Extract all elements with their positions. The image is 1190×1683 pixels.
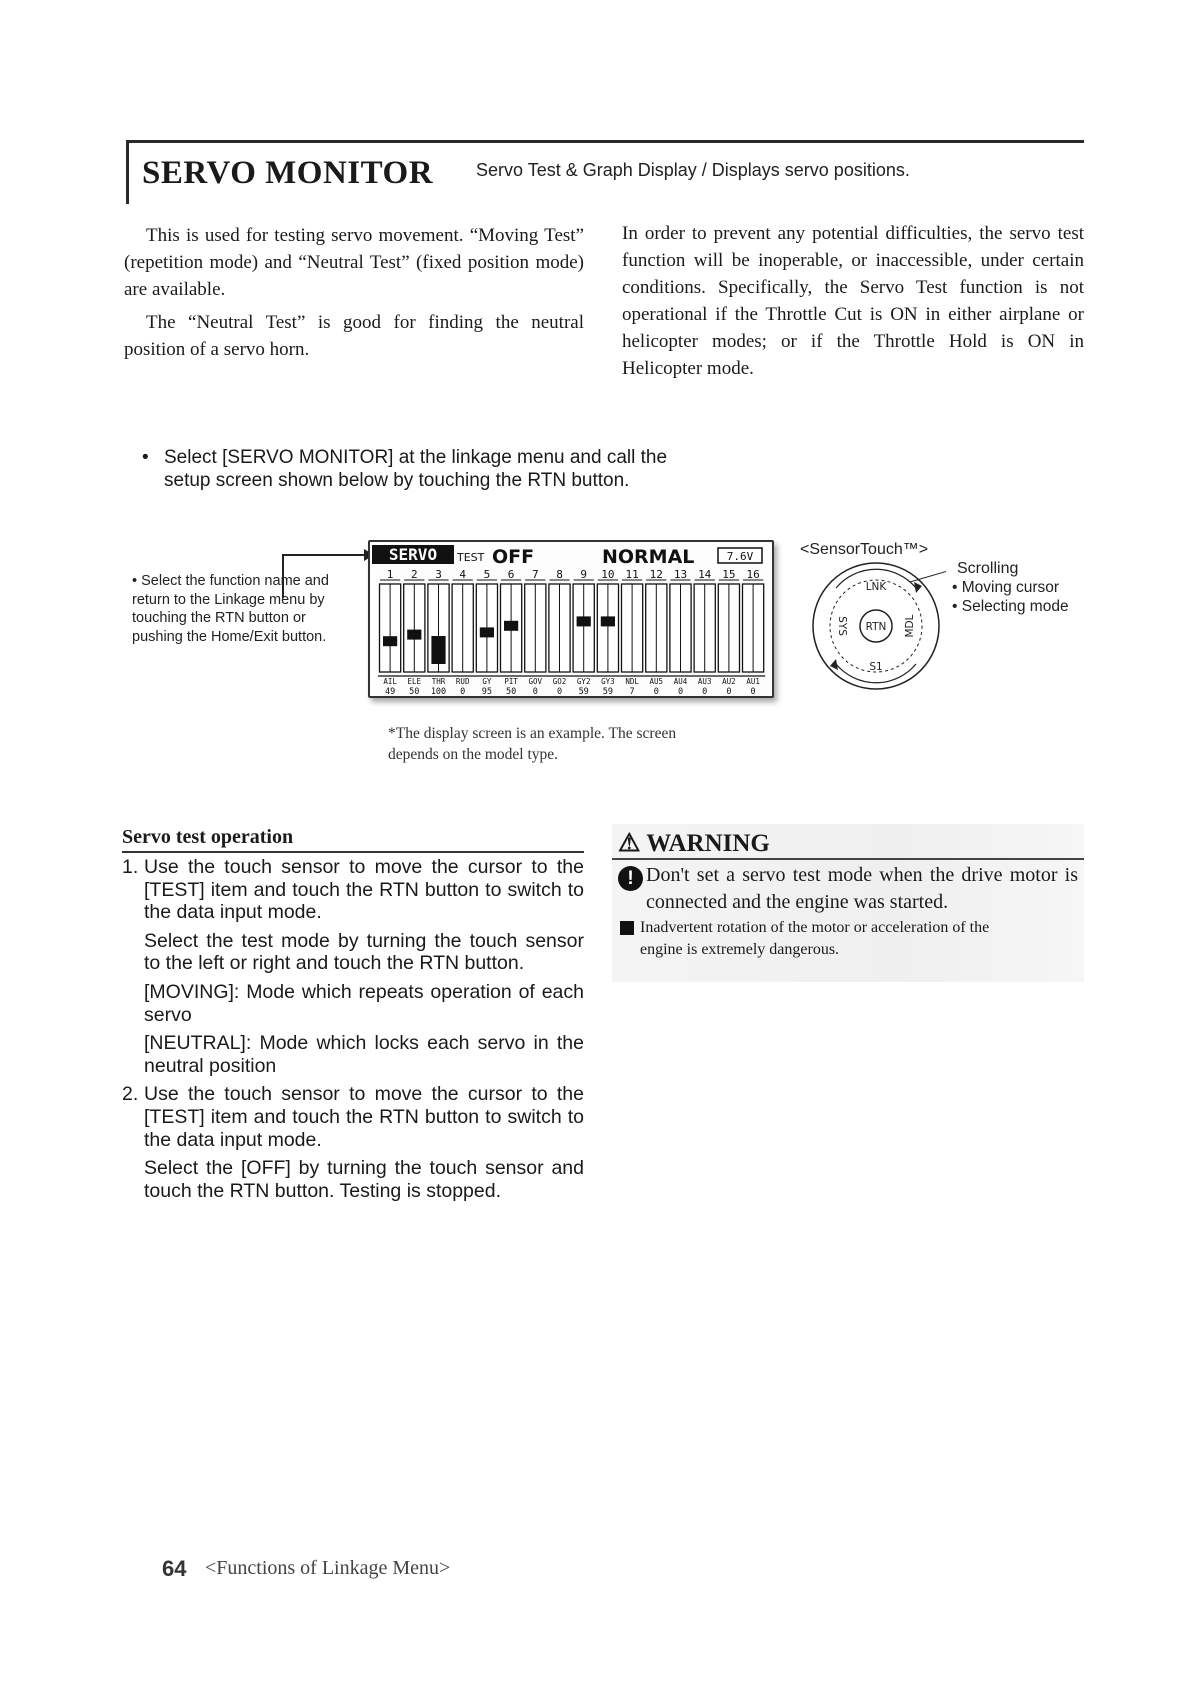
- warning-main-text: Don't set a servo test mode when the drive motor is connected and the engine was started.: [646, 864, 1078, 913]
- lcd-channel-label: AU3: [697, 677, 712, 686]
- lcd-graph: [370, 542, 772, 696]
- function-name-callout: [132, 572, 344, 646]
- lcd-servo-position-marker: [577, 616, 591, 626]
- lcd-servo-position-marker: [407, 630, 421, 640]
- intro-paragraph-2: [124, 309, 584, 363]
- callout-text: Select the function name and return to the Linkage menu by touching the RTN button or pushing the Home/Exit button.: [132, 573, 329, 645]
- caption-line-1: *The display screen is an example. The screen: [388, 725, 677, 742]
- intro-left-column: [124, 222, 584, 363]
- lcd-channel-number: 13: [673, 568, 688, 581]
- lcd-channel-label: RUD: [455, 677, 470, 686]
- lcd-channel-number: 6: [507, 568, 515, 581]
- lcd-channel-label: GY: [482, 677, 492, 686]
- warning-detail-text-1: Inadvertent rotation of the motor or acceleration of the: [640, 919, 990, 936]
- moving-cursor-label: • Moving cursor: [952, 579, 1060, 596]
- lcd-test-value[interactable]: OFF: [492, 546, 535, 568]
- lcd-channel-number: 8: [556, 568, 563, 581]
- section-rule: [122, 851, 584, 853]
- instruction-text: Select [SERVO MONITOR] at the linkage menu and call the setup screen shown below by touching the RTN button.: [164, 447, 668, 491]
- lcd-channel-label: GY2: [576, 677, 591, 686]
- lcd-channel-number: 16: [746, 568, 760, 581]
- step-1-text-3: [MOVING]: Mode which repeats operation of each servo: [144, 980, 584, 1026]
- lcd-channel-value: 0: [556, 687, 563, 696]
- page-number: 64: [162, 1556, 187, 1581]
- servo-monitor-lcd-screen: [368, 540, 774, 698]
- lcd-channel-number: 2: [410, 568, 418, 581]
- lcd-channel-value: 0: [750, 687, 756, 696]
- intro-right-column: [622, 220, 1084, 382]
- square-bullet-icon: [620, 921, 634, 935]
- lcd-channel-value: 0: [677, 687, 684, 696]
- warning-rule: [612, 858, 1084, 860]
- lcd-channel-value: 50: [505, 687, 517, 696]
- lcd-channel-number: 7: [531, 568, 539, 581]
- lcd-servo-position-marker: [480, 627, 494, 637]
- sensortouch-title: <SensorTouch™>: [800, 541, 929, 558]
- lcd-channel-number: 3: [435, 568, 442, 581]
- step-1-text-2: Select the test mode by turning the touch sensor to the left or right and touch the RTN button.: [144, 929, 584, 975]
- selecting-mode-label: • Selecting mode: [952, 598, 1069, 615]
- warning-title: [618, 828, 770, 858]
- lcd-channel-label: AU5: [649, 677, 664, 686]
- lcd-channel-label: THR: [431, 677, 446, 686]
- step-1-text-1: Use the touch sensor to move the cursor to the [TEST] item and touch the RTN button to switch to the data input mode.: [144, 856, 584, 924]
- page-subtitle: Servo Test & Graph Display / Displays servo positions.: [476, 160, 910, 180]
- s1-button-label[interactable]: S1: [869, 661, 883, 673]
- lcd-channel-label: GY3: [601, 677, 615, 686]
- lcd-channel-number: 4: [459, 568, 467, 581]
- lcd-channel-label: GO2: [552, 677, 567, 686]
- lcd-servo-position-marker: [431, 636, 445, 664]
- caption-line-2: depends on the model type.: [388, 746, 559, 763]
- lcd-channel-number: 12: [649, 568, 663, 581]
- step-2: [122, 1083, 584, 1202]
- lcd-channel-label: ELE: [407, 677, 422, 686]
- warning-detail-text-2: engine is extremely dangerous.: [640, 941, 840, 958]
- lcd-channel-value: 0: [460, 687, 466, 696]
- scroll-leader-line: [910, 568, 946, 582]
- lcd-channel-value: 59: [578, 687, 589, 696]
- exclamation-icon: !: [618, 866, 643, 891]
- instruction-bullet: [142, 446, 682, 492]
- step-2-text-2: Select the [OFF] by turning the touch sensor and touch the RTN button. Testing is stopped.: [144, 1157, 584, 1202]
- lcd-channel-number: 10: [601, 568, 615, 581]
- lcd-channel-value: 95: [481, 687, 493, 696]
- servo-test-steps: [122, 856, 584, 1208]
- warning-title-text: WARNING: [646, 830, 770, 857]
- lcd-channel-label: GOV: [528, 677, 543, 686]
- lcd-channel-label: AIL: [383, 677, 397, 686]
- footer-section-name: <Functions of Linkage Menu>: [205, 1557, 451, 1579]
- lcd-servo-position-marker: [601, 616, 615, 626]
- intro-paragraph-2-text: The “Neutral Test” is good for finding the neutral position of a servo horn.: [124, 312, 584, 360]
- lcd-title-badge-text: SERVO: [388, 545, 438, 564]
- page-title: SERVO MONITOR: [142, 155, 434, 191]
- lcd-channel-value: 100: [430, 687, 447, 696]
- step-2-number: 2.: [122, 1083, 139, 1106]
- lcd-servo-position-marker: [383, 636, 397, 646]
- lcd-channel-label: NDL: [625, 677, 639, 686]
- step-2-text-1: Use the touch sensor to move the cursor to the [TEST] item and touch the RTN button to switch to the data input mode.: [144, 1083, 584, 1151]
- arrow-ccw-icon: [830, 659, 838, 670]
- callout-bullet: •: [132, 573, 138, 589]
- lcd-channel-label: AU2: [722, 677, 736, 686]
- lcd-servo-position-marker: [504, 621, 518, 631]
- warning-triangle-icon: ⚠: [618, 830, 641, 857]
- lnk-button-label[interactable]: LNK: [865, 581, 887, 593]
- lcd-channel-number: 15: [722, 568, 736, 581]
- scrolling-label: Scrolling: [957, 560, 1019, 577]
- lcd-battery: 7.6V: [726, 550, 754, 563]
- lcd-mode: NORMAL: [602, 546, 695, 568]
- lcd-channel-number: 14: [698, 568, 712, 581]
- sensor-touch-diagram: [806, 556, 946, 696]
- lcd-channel-label: AU4: [673, 677, 688, 686]
- intro-paragraph-1: [124, 222, 584, 303]
- arrow-cw-icon: [914, 582, 922, 593]
- header-side-bar: [126, 140, 129, 204]
- step-1-text-4: [NEUTRAL]: Mode which locks each servo in the neutral position: [144, 1032, 584, 1077]
- lcd-channel-value: 7: [629, 687, 635, 696]
- header-rule: [128, 140, 1084, 143]
- intro-paragraph-3: In order to prevent any potential difficulties, the servo test function will be inoperable, or inaccessible, under certain conditions. Specifically, the Servo Test function is not operational if the Throttle Cut is ON in either airplane or helicopter modes; or if the Throttle Hold is ON in Helicopter mode.: [622, 223, 1084, 379]
- callout-leader-horizontal: [282, 554, 366, 556]
- lcd-channel-label: PIT: [504, 677, 518, 686]
- lcd-channel-value: 0: [702, 687, 708, 696]
- lcd-channel-number: 5: [483, 568, 491, 581]
- sys-button-label[interactable]: SYS: [836, 616, 848, 636]
- lcd-channel-value: 49: [384, 687, 396, 696]
- lcd-channel-value: 50: [409, 687, 420, 696]
- step-1-number: 1.: [122, 856, 139, 878]
- bullet-dot: •: [142, 447, 149, 468]
- lcd-channel-number: 9: [580, 568, 588, 581]
- lcd-channel-number: 1: [386, 568, 394, 581]
- lcd-channel-number: 11: [625, 568, 639, 581]
- lcd-channel-label: AU1: [746, 677, 760, 686]
- section-title: Servo test operation: [122, 826, 294, 848]
- lcd-channel-value: 0: [726, 687, 732, 696]
- lcd-test-label: TEST: [457, 551, 485, 564]
- lcd-channel-value: 0: [532, 687, 538, 696]
- lcd-channel-value: 59: [602, 687, 614, 696]
- mdl-button-label[interactable]: MDL: [904, 614, 916, 638]
- step-1: [122, 856, 584, 1077]
- screen-caption: [388, 723, 788, 765]
- rtn-button-label: RTN: [865, 621, 887, 633]
- intro-paragraph-1-text: This is used for testing servo movement. “Moving Test” (repetition mode) and “Neutral Test” (fixed position mode) are available.: [124, 225, 584, 300]
- lcd-channel-value: 0: [653, 687, 659, 696]
